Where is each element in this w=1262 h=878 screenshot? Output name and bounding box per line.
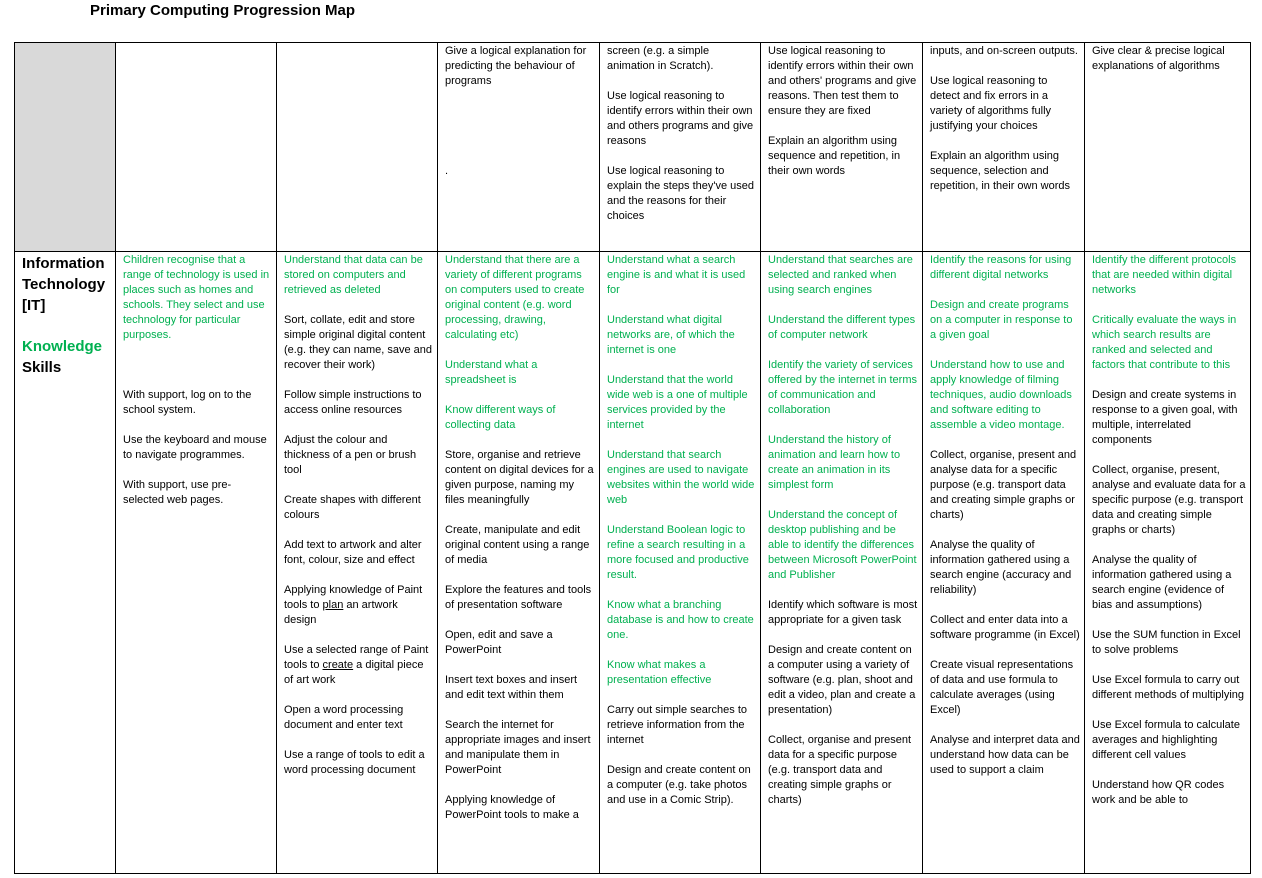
- skill-statement: inputs, and on-screen outputs.: [930, 45, 1078, 57]
- year-cell: [277, 43, 438, 252]
- skill-statement: Identify the reasons for using different digital networks: [930, 254, 1072, 281]
- skill-statement: Create visual representations of data and use formula to calculate averages (using Excel): [930, 659, 1074, 716]
- skill-statement: Understand what digital networks are, of which the internet is one: [607, 314, 735, 356]
- skill-statement: Understand the concept of desktop publishing and be able to identify the differences between Microsoft PowerPoint and Publisher: [768, 509, 917, 581]
- year-cell: [1085, 43, 1251, 252]
- skill-statement: Explain an algorithm using sequence and repetition, in their own words: [768, 135, 901, 177]
- skill-statement: Understand that searches are selected and ranked when using search engines: [768, 254, 913, 296]
- year-cell: [923, 252, 1085, 874]
- table-row-information-technology: [15, 252, 1251, 874]
- skill-statement: Design and create content on a computer (e.g. take photos and use in a Comic Strip).: [607, 764, 751, 806]
- year-cell: [761, 43, 923, 252]
- skill-statement: Give clear & precise logical explanations of algorithms: [1092, 45, 1225, 72]
- skill-statement: Adjust the colour and thickness of a pen or brush tool: [284, 434, 417, 476]
- skill-statement: Analyse and interpret data and understand how data can be used to support a claim: [930, 734, 1080, 776]
- skill-statement: Understand Boolean logic to refine a search resulting in a more focused and productive result.: [607, 524, 749, 581]
- skill-statement: Explore the features and tools of presentation software: [445, 584, 592, 611]
- skill-statement: Use Excel formula to calculate averages and highlighting different cell values: [1092, 719, 1240, 761]
- skill-statement: Know what a branching database is and how to create one.: [607, 599, 754, 641]
- skill-statement: Follow simple instructions to access online resources: [284, 389, 422, 416]
- skill-statement: With support, log on to the school system.: [123, 389, 252, 416]
- row-header-blank: [15, 43, 116, 252]
- year-cell: [277, 252, 438, 874]
- skill-statement: Sort, collate, edit and store simple original digital content (e.g. they can name, save and recover their work): [284, 314, 432, 371]
- skill-statement: Critically evaluate the ways in which search results are ranked and selected and factors that contribute to this: [1092, 314, 1237, 371]
- skill-statement: Use logical reasoning to detect and fix errors in a variety of algorithms fully justifying your choices: [930, 75, 1052, 132]
- year-cell: [923, 43, 1085, 252]
- progression-table: [14, 42, 1251, 874]
- skill-statement: Identify the variety of services offered by the internet in terms of communication and collaboration: [768, 359, 917, 416]
- skill-statement: Use logical reasoning to identify errors within their own and others' programs and give reasons. Then test them to ensure they are fixed: [768, 45, 917, 117]
- skill-statement: Know different ways of collecting data: [445, 404, 556, 431]
- skill-statement: Add text to artwork and alter font, colour, size and effect: [284, 539, 422, 566]
- skill-statement: Carry out simple searches to retrieve information from the internet: [607, 704, 747, 746]
- skill-statement: .: [445, 165, 449, 177]
- skill-statement: Understand what a spreadsheet is: [445, 359, 538, 386]
- skill-statement: Identify which software is most appropriate for a given task: [768, 599, 918, 626]
- skill-statement: Design and create programs on a computer in response to a given goal: [930, 299, 1073, 341]
- skill-statement: Collect and enter data into a software programme (in Excel): [930, 614, 1080, 641]
- blank-line: [445, 104, 595, 149]
- skill-statement: Understand the history of animation and learn how to create an animation in its simplest form: [768, 434, 901, 491]
- row-header-knowledge: Knowledge: [22, 338, 103, 355]
- skill-statement: Analyse the quality of information gathered using a search engine (evidence of bias and assumptions): [1092, 554, 1232, 611]
- skill-statement: Give a logical explanation for predicting the behaviour of programs: [445, 45, 587, 87]
- skill-statement: Design and create content on a computer using a variety of software (e.g. plan, shoot and edit a video, plan and create a presentation): [768, 644, 916, 716]
- skill-statement: Store, organise and retrieve content on digital devices for a given purpose, naming my files meaningfully: [445, 449, 594, 506]
- year-cell: [438, 43, 600, 252]
- skill-statement: Understand that the world wide web is a one of multiple services provided by the internet: [607, 374, 748, 431]
- skill-statement: Create shapes with different colours: [284, 494, 421, 521]
- skill-statement: Use logical reasoning to explain the steps they've used and the reasons for their choices: [607, 165, 755, 222]
- year-cell: [116, 43, 277, 252]
- skill-statement: Understand that search engines are used to navigate websites within the world wide web: [607, 449, 755, 506]
- skill-statement: Insert text boxes and insert and edit text within them: [445, 674, 578, 701]
- skill-statement: Use the keyboard and mouse to navigate programmes.: [123, 434, 267, 461]
- year-cell: [1085, 252, 1251, 874]
- skill-statement: With support, use pre-selected web pages.: [123, 479, 232, 506]
- skill-statement: Search the internet for appropriate images and insert and manipulate them in PowerPoint: [445, 719, 591, 776]
- skill-statement: screen (e.g. a simple animation in Scratch).: [607, 45, 714, 72]
- year-cell: [761, 252, 923, 874]
- skill-statement: Understand how QR codes work and be able to: [1092, 779, 1225, 806]
- skill-statement: Applying knowledge of Paint tools to plan an artwork design: [284, 584, 423, 626]
- skill-statement: Identify the different protocols that are needed within digital networks: [1092, 254, 1237, 296]
- skill-statement: Children recognise that a range of technology is used in places such as homes and schools. They select and use technology for particular purposes.: [123, 254, 270, 341]
- page-title: Primary Computing Progression Map: [90, 2, 356, 19]
- year-cell: [116, 252, 277, 874]
- skill-statement: Understand that data can be stored on computers and retrieved as deleted: [284, 254, 423, 296]
- skill-statement: Design and create systems in response to a given goal, with multiple, interrelated components: [1092, 389, 1238, 446]
- skill-statement: Use a selected range of Paint tools to create a digital piece of art work: [284, 644, 429, 686]
- skill-statement: Open a word processing document and enter text: [284, 704, 404, 731]
- skill-statement: Use a range of tools to edit a word processing document: [284, 749, 425, 776]
- skill-statement: Collect, organise and present data for a specific purpose (e.g. transport data and creating simple graphs or charts): [768, 734, 912, 806]
- table-row-algorithms: [15, 43, 1251, 252]
- skill-statement: Understand the different types of computer network: [768, 314, 916, 341]
- skill-statement: Analyse the quality of information gathered using a search engine (accuracy and reliability): [930, 539, 1072, 596]
- row-header-skills: Skills: [22, 359, 62, 376]
- year-cell: [600, 252, 761, 874]
- skill-statement: Use Excel formula to carry out different methods of multiplying: [1092, 674, 1245, 701]
- skill-statement: Applying knowledge of PowerPoint tools to make a: [445, 794, 579, 821]
- row-header-it: [15, 252, 116, 874]
- skill-statement: Use the SUM function in Excel to solve problems: [1092, 629, 1241, 656]
- skill-statement: Open, edit and save a PowerPoint: [445, 629, 553, 656]
- row-header-title: Information Technology [IT]: [22, 255, 106, 314]
- skill-statement: Understand what a search engine is and what it is used for: [607, 254, 746, 296]
- year-cell: [600, 43, 761, 252]
- skill-statement: Collect, organise, present, analyse and evaluate data for a specific purpose (e.g. transport data and creating simple graphs or charts): [1092, 464, 1246, 536]
- skill-statement: Understand how to use and apply knowledge of filming techniques, audio downloads and software editing to assemble a video montage.: [930, 359, 1072, 431]
- skill-statement: Know what makes a presentation effective: [607, 659, 712, 686]
- skill-statement: Explain an algorithm using sequence, selection and repetition, in their own words: [930, 150, 1071, 192]
- skill-statement: Create, manipulate and edit original content using a range of media: [445, 524, 590, 566]
- skill-statement: Understand that there are a variety of different programs on computers used to create original content (e.g. word processing, drawing, calculating etc): [445, 254, 585, 341]
- year-cell: [438, 252, 600, 874]
- skill-statement: Collect, organise, present and analyse data for a specific purpose (e.g. transport data and creating simple graphs or charts): [930, 449, 1077, 521]
- skill-statement: Use logical reasoning to identify errors within their own and others programs and give reasons: [607, 90, 754, 147]
